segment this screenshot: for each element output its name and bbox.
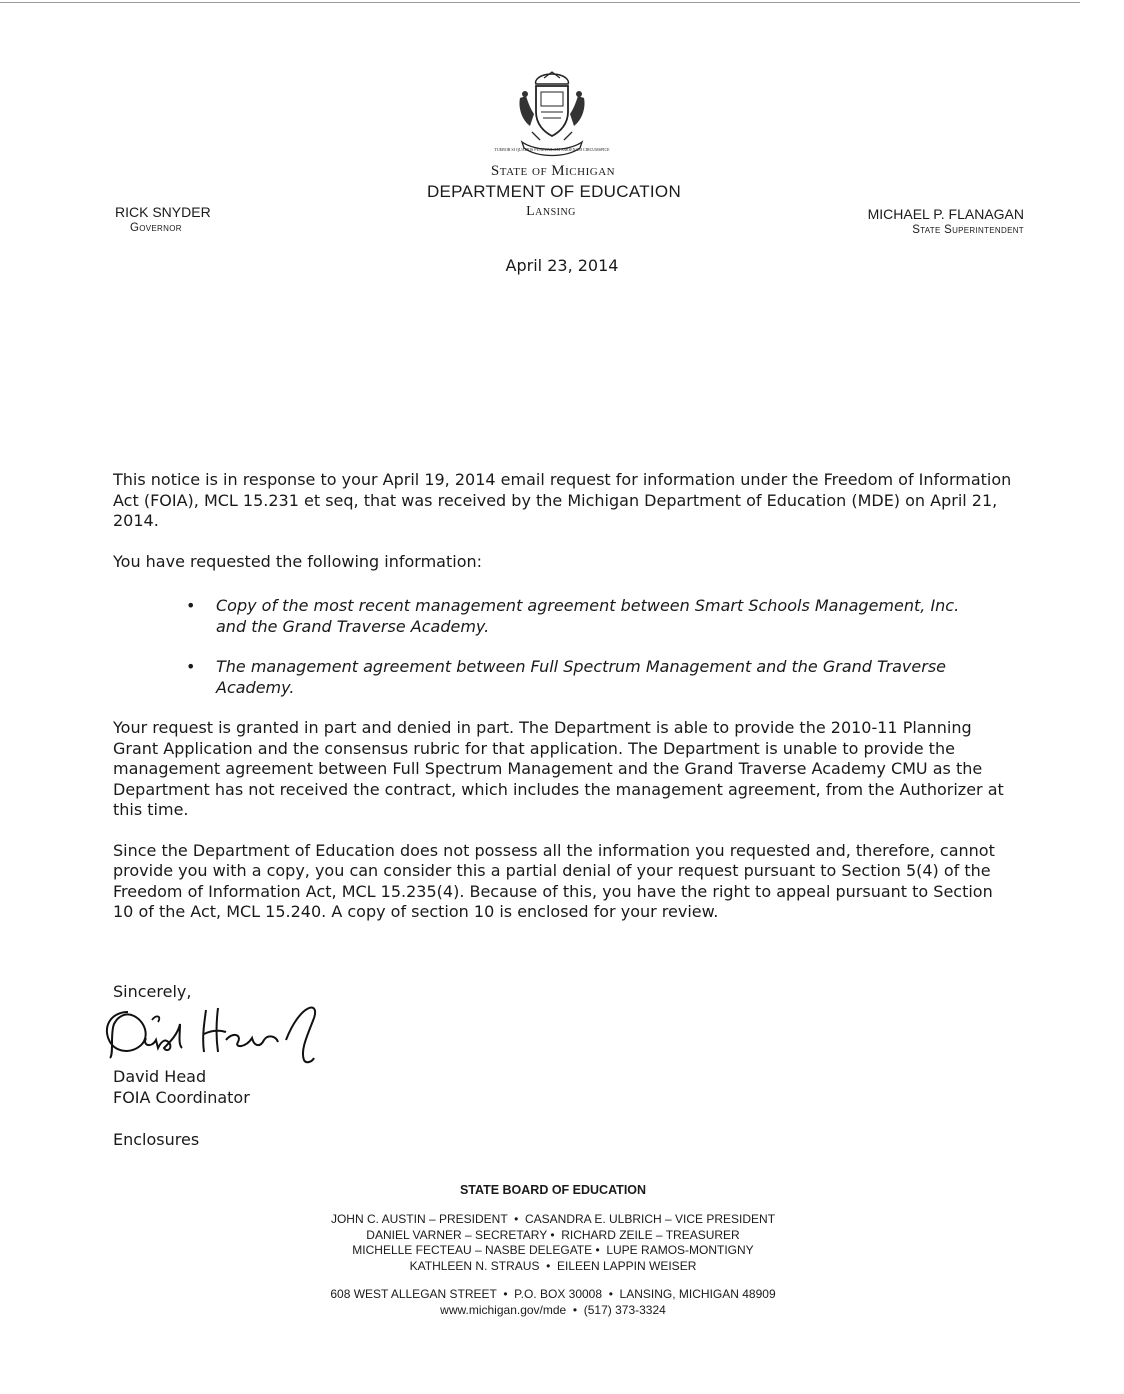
seal-motto: TUEBOR SI QUAERIS PENINSULAM AMOENAM CIRCUMSPICE (494, 147, 610, 152)
signer-title: FOIA Coordinator (113, 1088, 250, 1107)
michigan-seal-icon (494, 68, 610, 162)
department-heading: DEPARTMENT OF EDUCATION (426, 182, 682, 201)
board-member-line: KATHLEEN N. STRAUS • EILEEN LAPPIN WEISER (409, 1258, 697, 1273)
paragraph-appeal: Since the Department of Education does not possess all the information you requested and, therefore, cannot provide you with a copy, you can consider this a partial denial of your request pursuant to Section 5(4) of the Freedom of Information Act, MCL 15.235(4). Because of this, you have the right to appeal pursuant to Section 10 of the Act, MCL 15.240. A copy of section 10 is enclosed for your review. (113, 840, 995, 921)
paragraph-response: This notice is in response to your April 19, 2014 email request for information under the Freedom of Information Act (FOIA), MCL 15.231 et seq, that was received by the Michigan Department of Education (MDE) on April 21, 2014. (113, 470, 1012, 530)
board-member-line: MICHELLE FECTEAU – NASBE DELEGATE • LUPE RAMOS-MONTIGNY (352, 1243, 754, 1257)
enclosures-label: Enclosures (113, 1130, 200, 1149)
board-title: STATE BOARD OF EDUCATION (459, 1183, 647, 1197)
contact-info: www.michigan.gov/mde • (517) 373-3324 (440, 1302, 666, 1317)
letter-body (113, 470, 1013, 943)
signer-name: David Head (113, 1067, 207, 1086)
paragraph-decision: Your request is granted in part and denied in part. The Department is able to provide the 2010-11 Planning Grant Application and the consensus rubric for that application. The Department is unable to provide the management agreement between Full Spectrum Management and the Grand Traverse Academy CMU as the Department has not received the contract, which includes the management agreement, from the Authorizer at this time. (113, 718, 1004, 819)
list-item: • Copy of the most recent management agreement between Smart Schools Management, Inc. and the Grand Traverse Academy. (216, 596, 1013, 637)
signer-block (113, 1066, 250, 1108)
board-member-line: JOHN C. AUSTIN – PRESIDENT • CASANDRA E. ULBRICH – VICE PRESIDENT (330, 1212, 776, 1226)
board-members (0, 1212, 1106, 1274)
letter-date: April 23, 2014 (505, 256, 619, 275)
governor-name: RICK SNYDER (115, 204, 211, 220)
signature (100, 994, 330, 1064)
closing: Sincerely, (113, 982, 192, 1001)
list-item: • The management agreement between Full Spectrum Management and the Grand Traverse Academy. (216, 657, 1013, 698)
superintendent-title: State Superintendent (912, 224, 1024, 236)
state-heading: State of Michigan (490, 163, 616, 179)
street-address: 608 WEST ALLEGAN STREET • P.O. BOX 30008 • LANSING, MICHIGAN 48909 (330, 1287, 776, 1301)
governor-block (115, 204, 211, 234)
paragraph-requested: You have requested the following information: (113, 551, 483, 571)
scan-top-line (0, 2, 1080, 3)
footer-address (0, 1287, 1106, 1318)
governor-title: Governor (130, 222, 182, 234)
request-list (113, 596, 1013, 698)
city-heading: Lansing (526, 204, 576, 219)
superintendent-name: MICHAEL P. FLANAGAN (867, 206, 1024, 222)
board-member-line: DANIEL VARNER – SECRETARY • RICHARD ZEILE – TREASURER (366, 1227, 740, 1242)
superintendent-block (868, 206, 1024, 236)
